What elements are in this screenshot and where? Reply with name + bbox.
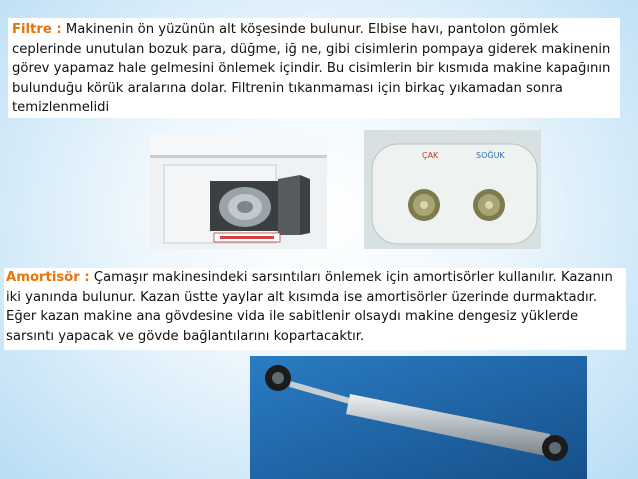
- cold-label: SOĞUK: [476, 151, 505, 160]
- filtre-label: Filtre :: [12, 22, 62, 37]
- amortisor-label: Amortisör :: [6, 270, 90, 285]
- knob-panel-photo: [364, 130, 541, 249]
- amortisor-paragraph: [4, 268, 626, 350]
- filtre-paragraph: [8, 18, 620, 118]
- amortisor-text: Çamaşır makinesindeki sarsıntıları önlemek için amortisörler kullanılır. Kazanın iki yanında bulunur. Kazan üstte yaylar alt kısımda ise amortisörler üzerinde durmaktadır. Eğer kazan makine ana gövdesine vida ile sabitlenir olsaydı makine dengesiz yüklerde sarsıntı yapacak ve gövde bağlantılarını kopartacaktır.: [6, 270, 613, 344]
- filter-photo: [150, 135, 327, 249]
- filtre-text: Makinenin ön yüzünün alt köşesinde bulunur. Elbise havı, pantolon gömlek ceplerinde unutulan bozuk para, düğme, iğ ne, gibi cisimlerin pompaya giderek makinenin görev yapamaz hale gelmesini önlemek içindir. Bu cisimlerin bir kısmıda makine kapağının bulunduğu körük aralarına dolar. Filtrenin tıkanmaması için birkaç yıkamadan sonra temizlenmelidi: [12, 22, 611, 115]
- shock-absorber-photo: [250, 356, 587, 479]
- hot-label: ÇAK: [422, 151, 439, 160]
